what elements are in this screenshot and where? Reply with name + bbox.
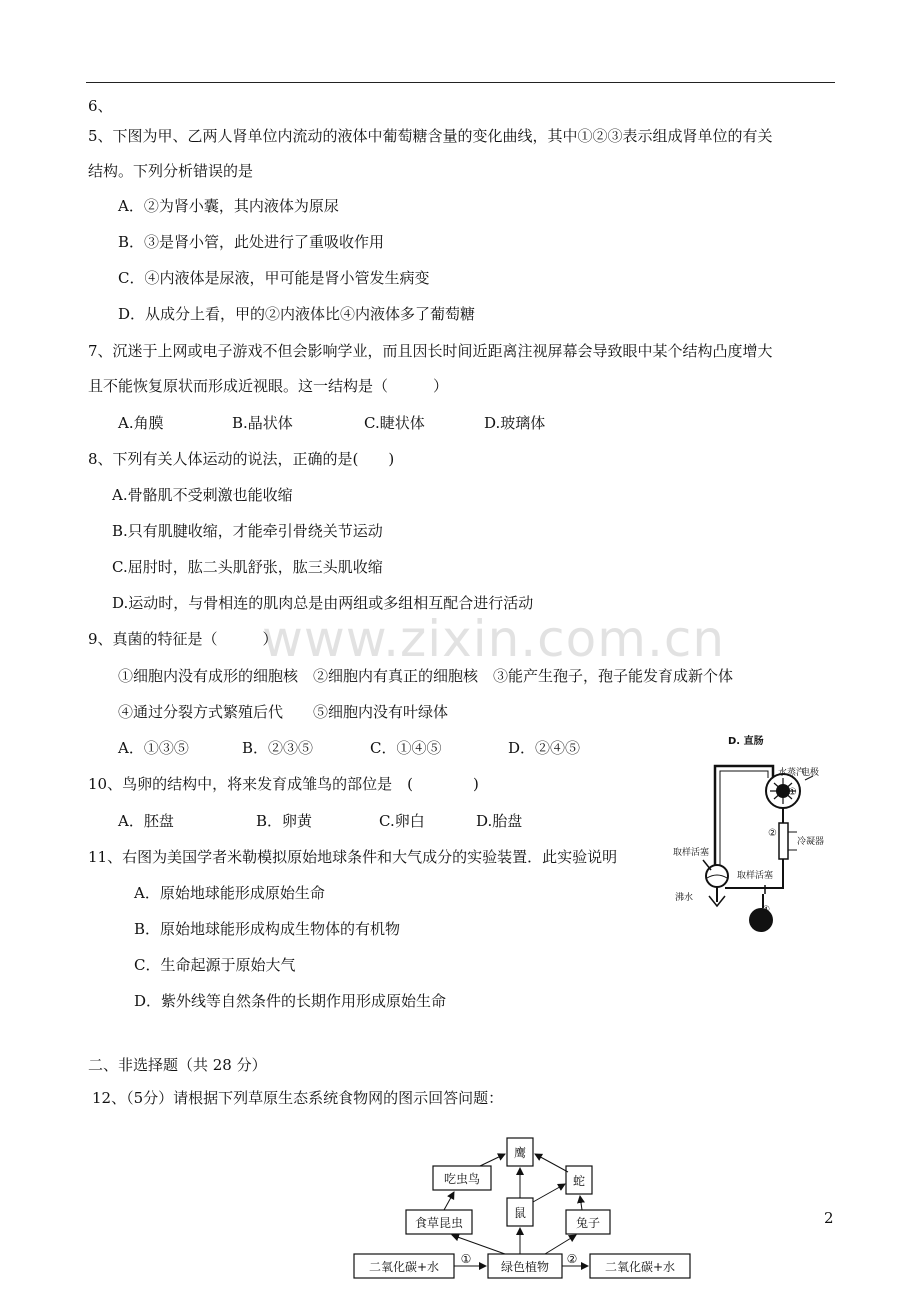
question-9-items-line1: ①细胞内没有成形的细胞核 ②细胞内有真正的细胞核 ③能产生孢子，孢子能发育成新个体 <box>118 667 734 685</box>
question-10-option-b: B．卵黄 <box>256 812 313 830</box>
food-web-arrow-rabbit-snake <box>580 1196 582 1210</box>
food-web-label-grass-insect: 食草昆虫 <box>414 1216 464 1230</box>
food-web-process-2: ② <box>566 1252 578 1266</box>
apparatus-mark-1: ① <box>788 787 797 798</box>
apparatus-vapor-tube <box>715 766 773 868</box>
question-9-option-b: B．②③⑤ <box>242 739 314 757</box>
question-9-option-d: D．②④⑤ <box>508 739 581 757</box>
miller-apparatus-figure <box>665 728 835 943</box>
question-12-stem: 12、（5分）请根据下列草原生态系统食物网的图示回答问题： <box>92 1089 504 1107</box>
question-10-option-a: A．胚盘 <box>118 812 174 830</box>
question-5-option-a: A．②为肾小囊，其内液体为原尿 <box>118 197 339 215</box>
apparatus-mark-2: ② <box>768 828 777 839</box>
food-web-label-hawk: 鹰 <box>513 1146 527 1160</box>
apparatus-sample-left-label: 取样活塞 <box>673 848 710 858</box>
apparatus-vapor-tube-inner <box>720 771 768 868</box>
question-10-option-d: D.胎盘 <box>476 812 523 830</box>
apparatus-sample-right-label: 取样活塞 <box>737 871 774 881</box>
question-8-stem: 8、下列有关人体运动的说法，正确的是( ) <box>88 450 395 468</box>
question-9-items-line2: ④通过分裂方式繁殖后代 ⑤细胞内没有叶绿体 <box>118 703 449 721</box>
question-8-option-a: A.骨骼肌不受刺激也能收缩 <box>112 486 293 504</box>
food-web-label-insect-bird: 吃虫鸟 <box>443 1172 481 1186</box>
watermark: www.zixin.com.cn <box>262 610 726 668</box>
question-7-option-b: B.晶状体 <box>232 414 293 432</box>
question-9-option-a: A．①③⑤ <box>118 739 189 757</box>
question-9-option-c: C．①④⑤ <box>370 739 442 757</box>
food-web-arrow-grass-insect-bird <box>444 1192 454 1210</box>
apparatus-mark-4: ④ <box>762 905 771 915</box>
question-6-number: 6、 <box>88 97 113 115</box>
question-11-option-d: D．紫外线等自然条件的长期作用形成原始生命 <box>134 992 447 1010</box>
food-web-process-1: ① <box>460 1252 472 1266</box>
question-8-option-b: B.只有肌腱收缩，才能牵引骨绕关节运动 <box>112 522 383 540</box>
question-5-option-c: C．④内液体是尿液，甲可能是肾小管发生病变 <box>118 269 430 287</box>
food-web-label-plant: 绿色植物 <box>500 1260 550 1274</box>
question-7-stem-line2: 且不能恢复原状而形成近视眼。这一结构是（ ） <box>88 377 449 395</box>
question-5-option-b: B．③是肾小管，此处进行了重吸收作用 <box>118 233 385 251</box>
question-9-stem: 9、真菌的特征是（ ） <box>88 630 278 648</box>
question-5-stem-line2: 结构。下列分析错误的是 <box>88 162 254 180</box>
question-11-stem: 11、右图为美国学者米勒模拟原始地球条件和大气成分的实验装置．此实验说明 <box>88 848 618 866</box>
question-7-stem-line1: 7、沉迷于上网或电子游戏不但会影响学业，而且因长时间近距离注视屏幕会导致眼中某个结构凸度增大 <box>88 342 773 360</box>
food-web-label-snake: 蛇 <box>572 1174 586 1188</box>
question-11-option-c: C．生命起源于原始大气 <box>134 956 296 974</box>
food-web-label-mouse: 鼠 <box>513 1206 527 1220</box>
question-10-option-c: C.卵白 <box>379 812 425 830</box>
page-number: 2 <box>824 1209 834 1227</box>
food-web-arrow-snake-hawk <box>535 1154 568 1172</box>
question-7-option-a: A.角膜 <box>118 414 164 432</box>
apparatus-boiling-label: 沸水 <box>675 893 694 903</box>
food-web-label-rabbit: 兔子 <box>575 1216 601 1230</box>
food-web-arrow-bird-hawk <box>480 1154 505 1166</box>
question-5-stem-line1: 5、下图为甲、乙两人肾单位内流动的液体中葡萄糖含量的变化曲线，其中①②③表示组成肾单位的有关 <box>88 127 773 145</box>
apparatus-caption: D. 直肠 <box>728 736 764 747</box>
header-rule <box>86 82 835 83</box>
question-10-stem: 10、鸟卵的结构中，将来发育成雏鸟的部位是 ( ) <box>88 775 479 793</box>
apparatus-vapor-label: 水蒸汽 <box>778 768 806 778</box>
food-web-arrow-mouse-snake <box>533 1184 565 1202</box>
apparatus-condenser-label: 冷凝器 <box>797 837 825 847</box>
apparatus-electrode-label: 电极 <box>801 768 820 778</box>
question-11-option-b: B．原始地球能形成构成生物体的有机物 <box>134 920 401 938</box>
question-8-option-d: D.运动时，与骨相连的肌肉总是由两组或多组相互配合进行活动 <box>112 594 534 612</box>
food-web-diagram <box>340 1132 700 1282</box>
food-web-label-input: 二氧化碳+水 <box>368 1260 440 1274</box>
question-11-option-a: A．原始地球能形成原始生命 <box>134 884 325 902</box>
question-8-option-c: C.屈肘时，肱二头肌舒张，肱三头肌收缩 <box>112 558 383 576</box>
question-5-option-d: D．从成分上看，甲的②内液体比④内液体多了葡萄糖 <box>118 305 476 323</box>
question-7-option-d: D.玻璃体 <box>484 414 546 432</box>
section-2-title: 二、非选择题（共 28 分） <box>88 1056 267 1074</box>
question-7-option-c: C.睫状体 <box>364 414 425 432</box>
food-web-label-output: 二氧化碳+水 <box>604 1260 676 1274</box>
apparatus-condenser <box>779 823 788 859</box>
